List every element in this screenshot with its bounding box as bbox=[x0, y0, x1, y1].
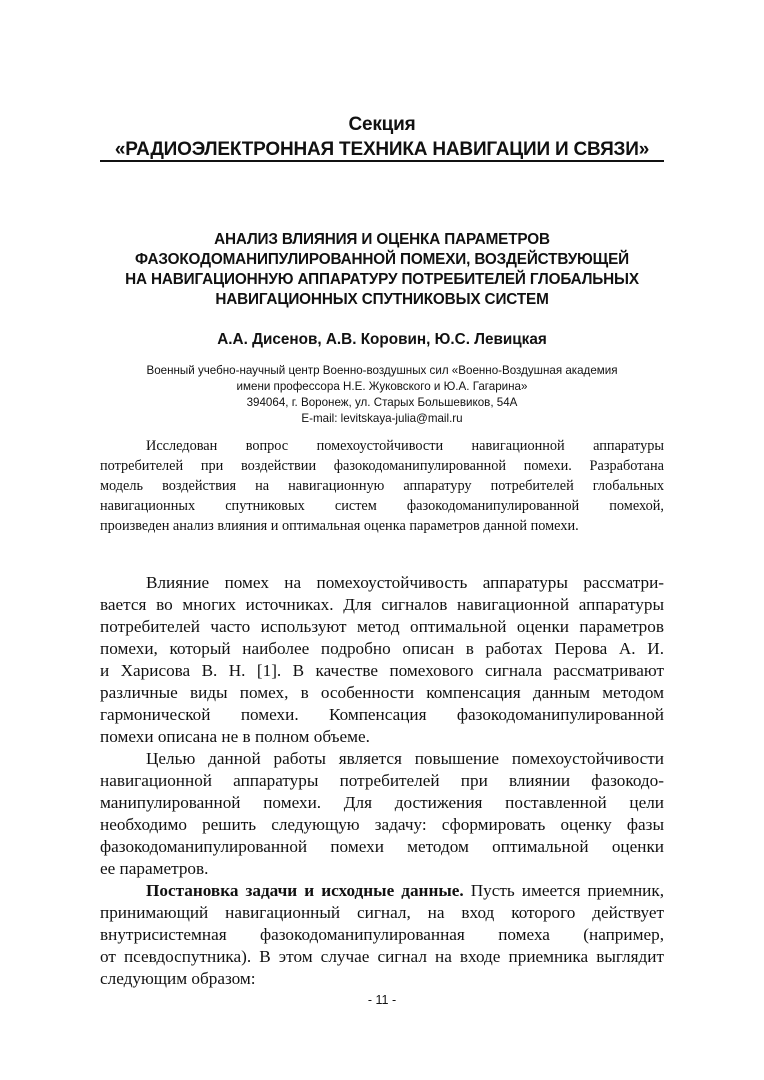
title-line: НА НАВИГАЦИОННУЮ АППАРАТУРУ ПОТРЕБИТЕЛЕЙ ГЛОБАЛЬНЫХ bbox=[125, 271, 639, 288]
body-line: необходимо решить следующую задачу: сформировать оценку фазы bbox=[100, 815, 664, 834]
body-line bbox=[100, 880, 664, 902]
body-line: ее параметров. bbox=[100, 859, 209, 878]
affiliation bbox=[100, 363, 664, 427]
body-line: различные виды помех, в особенности компенсация данным методом bbox=[100, 683, 664, 702]
affiliation-line: Военный учебно-научный центр Военно-воздушных сил «Военно-Воздушная академия bbox=[146, 364, 618, 377]
affiliation-line: имени профессора Н.Е. Жуковского и Ю.А. Гагарина» bbox=[236, 380, 528, 393]
section-underline bbox=[100, 160, 664, 162]
section-heading bbox=[100, 112, 664, 162]
body-line: потребителей часто используют метод оптимальной оценки параметров bbox=[100, 617, 664, 636]
affiliation-email: E-mail: levitskaya-julia@mail.ru bbox=[301, 412, 463, 425]
body-line: следующим образом: bbox=[100, 969, 256, 988]
abstract-line: модель воздействия на навигационную аппаратуру потребителей глобальных bbox=[100, 478, 664, 494]
title-line: ФАЗОКОДОМАНИПУЛИРОВАННОЙ ПОМЕХИ, ВОЗДЕЙСТВУЮЩЕЙ bbox=[134, 251, 630, 268]
body-line: вается во многих источниках. Для сигналов навигационной аппаратуры bbox=[100, 595, 664, 614]
paper-title bbox=[80, 230, 684, 310]
body-line-rest: Пусть имеется приемник, bbox=[463, 881, 664, 900]
title-line: АНАЛИЗ ВЛИЯНИЯ И ОЦЕНКА ПАРАМЕТРОВ bbox=[214, 231, 550, 248]
section-subheading: Постановка задачи и исходные данные. bbox=[146, 881, 464, 900]
abstract-line: Исследован вопрос помехоустойчивости навигационной аппаратуры bbox=[146, 438, 664, 454]
body-line: Целью данной работы является повышение помехоустойчивости bbox=[146, 749, 664, 768]
authors: А.А. Дисенов, А.В. Коровин, Ю.С. Левицкая bbox=[217, 331, 547, 348]
body-line: от псевдоспутника). В этом случае сигнал на входе приемника выглядит bbox=[100, 947, 664, 966]
abstract bbox=[100, 436, 664, 536]
body-line: помехи, который наиболее подробно описан в работах Перова А. И. bbox=[100, 639, 664, 658]
body-line: Влияние помех на помехоустойчивость аппаратуры рассматри- bbox=[146, 573, 664, 592]
abstract-line: навигационных спутниковых систем фазокодоманипулированной помехой, bbox=[100, 498, 664, 514]
body-line: манипулированной помехи. Для достижения поставленной цели bbox=[100, 793, 664, 812]
abstract-line: произведен анализ влияния и оптимальная оценка параметров данной помехи. bbox=[100, 518, 579, 534]
body-line: принимающий навигационный сигнал, на вход которого действует bbox=[100, 903, 664, 922]
body-line: помехи описана не в полном объеме. bbox=[100, 727, 370, 746]
body-line: гармонической помехи. Компенсация фазокодоманипулированной bbox=[100, 705, 664, 724]
section-title: «РАДИОЭЛЕКТРОННАЯ ТЕХНИКА НАВИГАЦИИ И СВЯЗИ» bbox=[114, 139, 650, 160]
title-line: НАВИГАЦИОННЫХ СПУТНИКОВЫХ СИСТЕМ bbox=[215, 291, 549, 308]
body-line: внутрисистемная фазокодоманипулированная помеха (например, bbox=[100, 925, 664, 944]
body-text bbox=[100, 572, 664, 990]
body-line: навигационной аппаратуры потребителей при влиянии фазокодо- bbox=[100, 771, 664, 790]
body-line: фазокодоманипулированной помехи методом оптимальной оценки bbox=[100, 837, 664, 856]
body-line: и Харисова В. Н. [1]. В качестве помехового сигнала рассматривают bbox=[100, 661, 664, 680]
section-label: Секция bbox=[348, 114, 416, 135]
affiliation-line: 394064, г. Воронеж, ул. Старых Большевиков, 54А bbox=[246, 396, 518, 409]
abstract-line: потребителей при воздействии фазокодоманипулированной помехи. Разработана bbox=[100, 458, 664, 474]
page-number: - 11 - bbox=[367, 993, 397, 1007]
